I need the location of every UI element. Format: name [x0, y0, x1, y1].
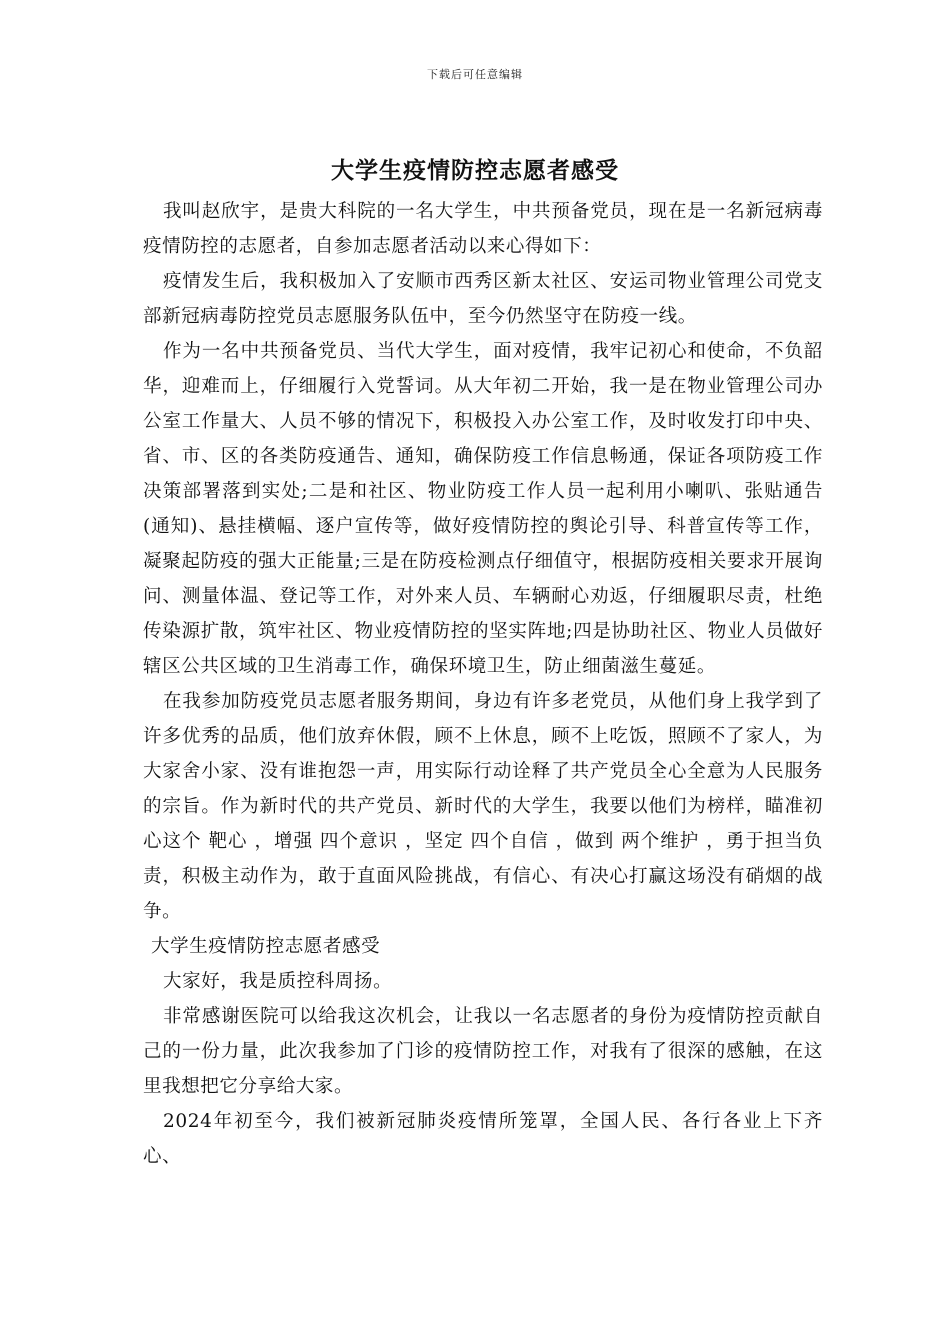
paragraph: 大家好，我是质控科周扬。 [163, 971, 393, 992]
paragraph: 2024年初至今，我们被新冠肺炎疫情所笼罩，全国人民、各行各业上下齐心、 [143, 1111, 823, 1167]
page-header-note: 下载后可任意编辑 [427, 68, 523, 81]
paragraph: 我叫赵欣宇，是贵大科院的一名大学生，中共预备党员，现在是一名新冠病毒疫情防控的志愿者，自参加志愿者活动以来心得如下： [143, 201, 823, 257]
paragraph: 疫情发生后，我积极加入了安顺市西秀区新太社区、安运司物业管理公司党支部新冠病毒防控党员志愿服务队伍中，至今仍然坚守在防疫一线。 [143, 271, 823, 327]
document-title: 大学生疫情防控志愿者感受 [331, 157, 619, 184]
section-subtitle: 大学生疫情防控志愿者感受 [151, 936, 381, 957]
document-body [143, 194, 823, 1174]
paragraph: 在我参加防疫党员志愿者服务期间，身边有许多老党员，从他们身上我学到了许多优秀的品质，他们放弃休假，顾不上休息，顾不上吃饭，照顾不了家人，为大家舍小家、没有谁抱怨一声，用实际行动诠释了共产党员全心全意为人民服务的宗旨。作为新时代的共产党员、新时代的大学生，我要以他们为榜样，瞄准初心这个 靶心 ，增强 四个意识 ，坚定 四个自信 ，做到 两个维护 ，勇于担当负责，积极主动作为，敢于直面风险挑战，有信心、有决心打赢这场没有硝烟的战争。 [143, 691, 823, 922]
paragraph: 作为一名中共预备党员、当代大学生，面对疫情，我牢记初心和使命，不负韶华，迎难而上，仔细履行入党誓词。从大年初二开始，我一是在物业管理公司办公室工作量大、人员不够的情况下，积极投入办公室工作，及时收发打印中央、省、市、区的各类防疫通告、通知，确保防疫工作信息畅通，保证各项防疫工作决策部署落到实处;二是和社区、物业防疫工作人员一起利用小喇叭、张贴通告(通知)、悬挂横幅、逐户宣传等，做好疫情防控的舆论引导、科普宣传等工作，凝聚起防疫的强大正能量;三是在防疫检测点仔细值守，根据防疫相关要求开展询问、测量体温、登记等工作，对外来人员、车辆耐心劝返，仔细履职尽责，杜绝传染源扩散，筑牢社区、物业疫情防控的坚实阵地;四是协助社区、物业人员做好辖区公共区域的卫生消毒工作，确保环境卫生，防止细菌滋生蔓延。 [143, 341, 823, 677]
paragraph: 非常感谢医院可以给我这次机会，让我以一名志愿者的身份为疫情防控贡献自己的一份力量，此次我参加了门诊的疫情防控工作，对我有了很深的感触，在这里我想把它分享给大家。 [143, 1006, 823, 1097]
